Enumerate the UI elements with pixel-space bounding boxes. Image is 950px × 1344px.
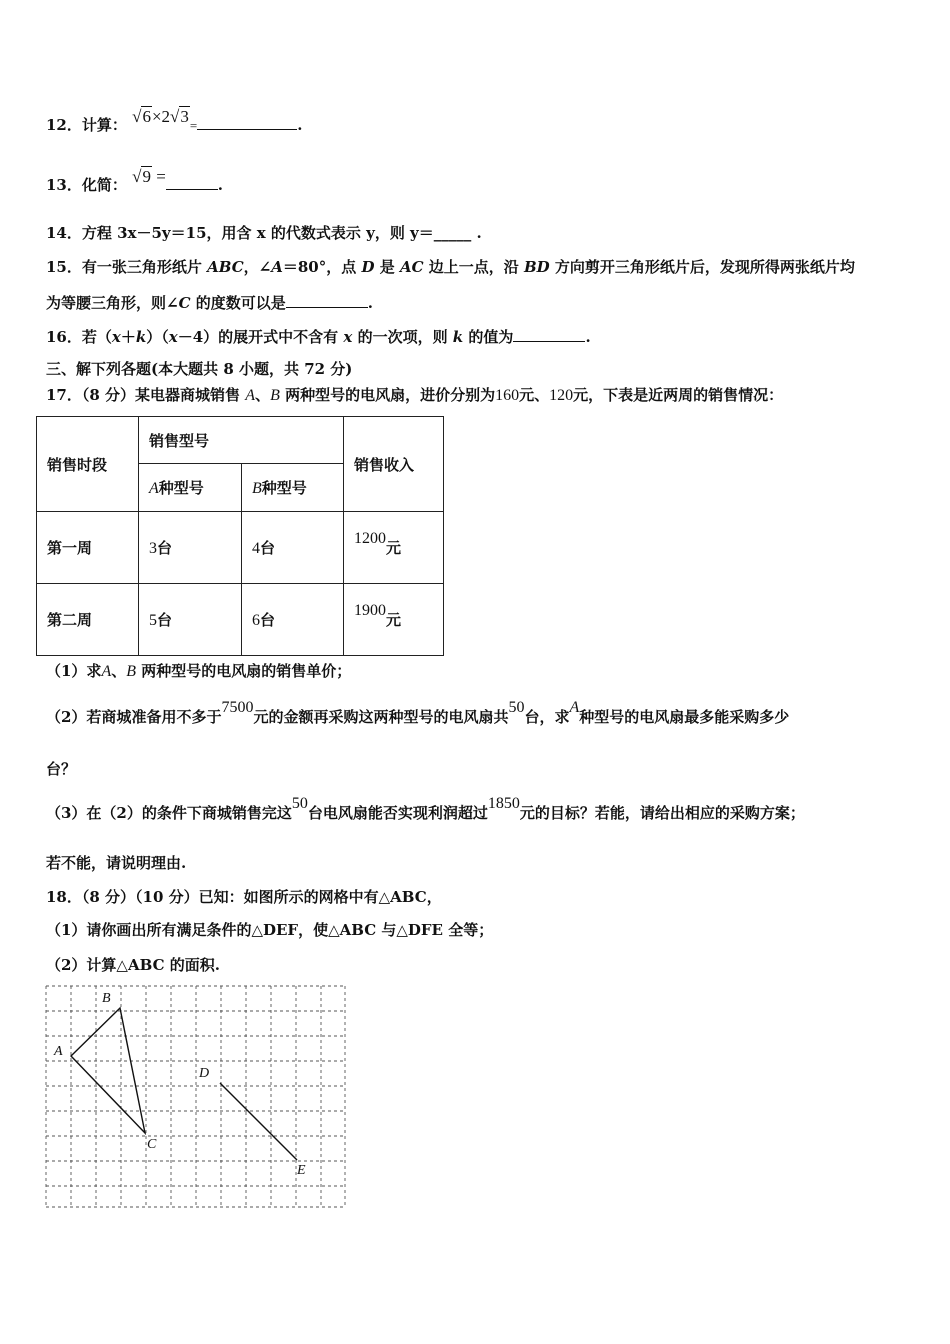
answer-blank[interactable] <box>166 175 218 190</box>
answer-blank[interactable] <box>286 293 368 308</box>
label-d: D <box>199 1066 210 1081</box>
header-model-a: A种型号 <box>139 464 242 512</box>
table-row: 第二周 5台 6台 1900元 <box>37 584 444 656</box>
question-13: 13．化简： √9 = . <box>46 167 224 194</box>
math-expression: √9 = <box>132 167 166 186</box>
triangle-abc <box>71 1008 145 1133</box>
triangle-grid-diagram <box>44 984 348 1210</box>
header-model: 销售型号 <box>139 417 344 464</box>
header-period: 销售时段 <box>37 417 139 512</box>
question-15-line1: 15．有一张三角形纸片 ABC，∠A＝80°，点 D 是 AC 边上一点，沿 BD 方向剪开三角形纸片后，发现所得两张纸片均 <box>46 258 855 276</box>
section-heading: 三、解下列各题(本大题共 8 小题，共 72 分) <box>46 360 353 378</box>
label-c: C <box>147 1137 157 1152</box>
question-17-part2-cont: 台？ <box>46 760 77 778</box>
label-e: E <box>297 1163 306 1178</box>
answer-blank[interactable] <box>197 115 297 130</box>
question-15-line2: 为等腰三角形，则∠C 的度数可以是 . <box>46 294 373 312</box>
question-17-intro: 17．（8 分）某电器商城销售 A、B 两种型号的电风扇，进价分别为160元、120元，下表是近两周的销售情况： <box>46 386 784 404</box>
label-a: A <box>54 1044 63 1059</box>
question-14: 14．方程 3x－5y＝15，用含 x 的代数式表示 y，则 y＝_____ . <box>46 224 482 242</box>
math-expression: √6×2√3 <box>132 107 189 126</box>
question-17-part3: （3）在（2）的条件下商城销售完这50台电风扇能否实现利润超过1850元的目标？若能，请给出相应的采购方案； <box>46 795 805 822</box>
label-b: B <box>102 991 111 1006</box>
question-12: 12．计算： √6×2√3= . <box>46 107 303 134</box>
question-18-intro: 18．（8 分）（10 分）已知：如图所示的网格中有△ABC， <box>46 888 442 906</box>
answer-blank[interactable]: _____ <box>433 224 472 242</box>
header-income: 销售收入 <box>344 417 444 512</box>
answer-blank[interactable] <box>513 327 585 342</box>
question-17-part2: （2）若商城准备用不多于7500元的金额再采购这两种型号的电风扇共50台，求A种型号的电风扇最多能采购多少 <box>46 699 790 726</box>
header-model-b: B种型号 <box>242 464 344 512</box>
question-16: 16．若（x＋k）（x－4）的展开式中不含有 x 的一次项，则 k 的值为 . <box>46 328 591 346</box>
question-18-part1: （1）请你画出所有满足条件的△DEF，使△ABC 与△DFE 全等； <box>46 921 494 939</box>
grid-figure <box>44 984 348 1214</box>
question-18-part2: （2）计算△ABC 的面积. <box>46 956 220 974</box>
table-row: 第一周 3台 4台 1200元 <box>37 512 444 584</box>
segment-de <box>220 1083 297 1160</box>
question-17-part1: （1）求A、B 两种型号的电风扇的销售单价； <box>46 662 352 680</box>
question-17-part3-cont: 若不能，请说明理由. <box>46 854 187 872</box>
sales-table <box>36 416 444 656</box>
